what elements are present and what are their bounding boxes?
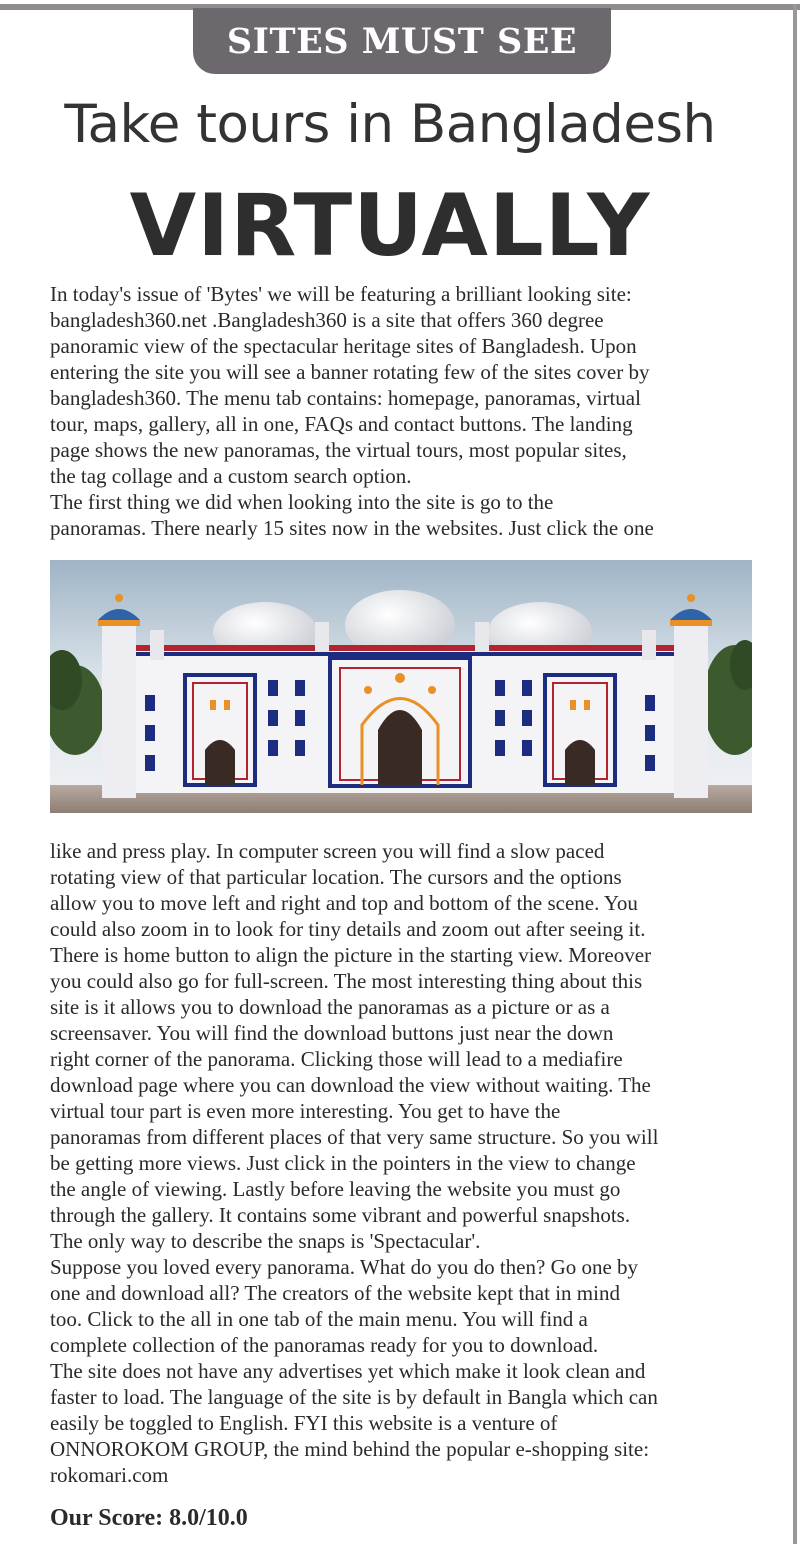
section-label: SITES MUST SEE [226, 20, 578, 62]
parapet-windows [120, 652, 690, 656]
article-paragraph-continued: like and press play. In computer screen you will find a slow paced rotating view of that particular location. The cursors and the options allow you to move left and right and top and bottom of the scene. You could also zoom in to look for tiny details and zoom out after seeing it. There is home button to align the picture in the starting view. Moreover you could also go for full-screen. The most interesting thing about this site is it allows you to download the panoramas as a picture or as a screensaver. You will find the download buttons just near the down right corner of the panorama. Clicking those will lead to a mediafire download page where you can download the view without waiting. The virtual tour part is even more interesting. You get to have the panoramas from different places of that very same structure. So you will be getting more views. Just click in the pointers in the view to change the angle of viewing. Lastly before leaving the website you must go through the gallery. It contains some vibrant and powerful snapshots. The only way to describe the snaps is 'Spectacular'. Suppose you loved every panorama. What do you do then? Go one by one and download all? The creators of the website kept that in mind too. Click to the all in one tab of the main menu. You will find a complete collection of the panoramas ready for you to download. The site does not have any advertises yet which make it look clean and faster to load. The language of the site is by default in Bangla which can easily be toggled to English. FYI this website is a venture of ONNOROKOM GROUP, the mind behind the popular e-shopping site: rokomari.com [50, 839, 659, 1487]
review-score: Our Score: 8.0/10.0 [50, 1505, 248, 1531]
headline-line-1: Take tours in Bangladesh [64, 94, 716, 155]
headline-line-2: VIRTUALLY [129, 176, 651, 276]
article-paragraph-intro: In today's issue of 'Bytes' we will be featuring a brilliant looking site: bangladesh360.net .Bangladesh360 is a site that offers 360 degree panoramic view of the spectacular heritage sites of Bangladesh. Upon entering the site you will see a banner rotating few of the sites cover by bangladesh360. The menu tab contains: homepage, panoramas, virtual tour, maps, gallery, all in one, FAQs and contact buttons. The landing page shows the new panoramas, the virtual tours, most popular sites, the tag collage and a custom search option. The first thing we did when looking into the site is go to the panoramas. There nearly 15 sites now in the websites. Just click the one [50, 282, 654, 540]
parapet [105, 645, 705, 651]
minaret-right [670, 594, 712, 798]
section-header-tab [193, 8, 611, 74]
mosque-panorama-photo [50, 560, 752, 813]
page-right-rule [793, 4, 797, 1544]
minaret-left [98, 594, 140, 798]
